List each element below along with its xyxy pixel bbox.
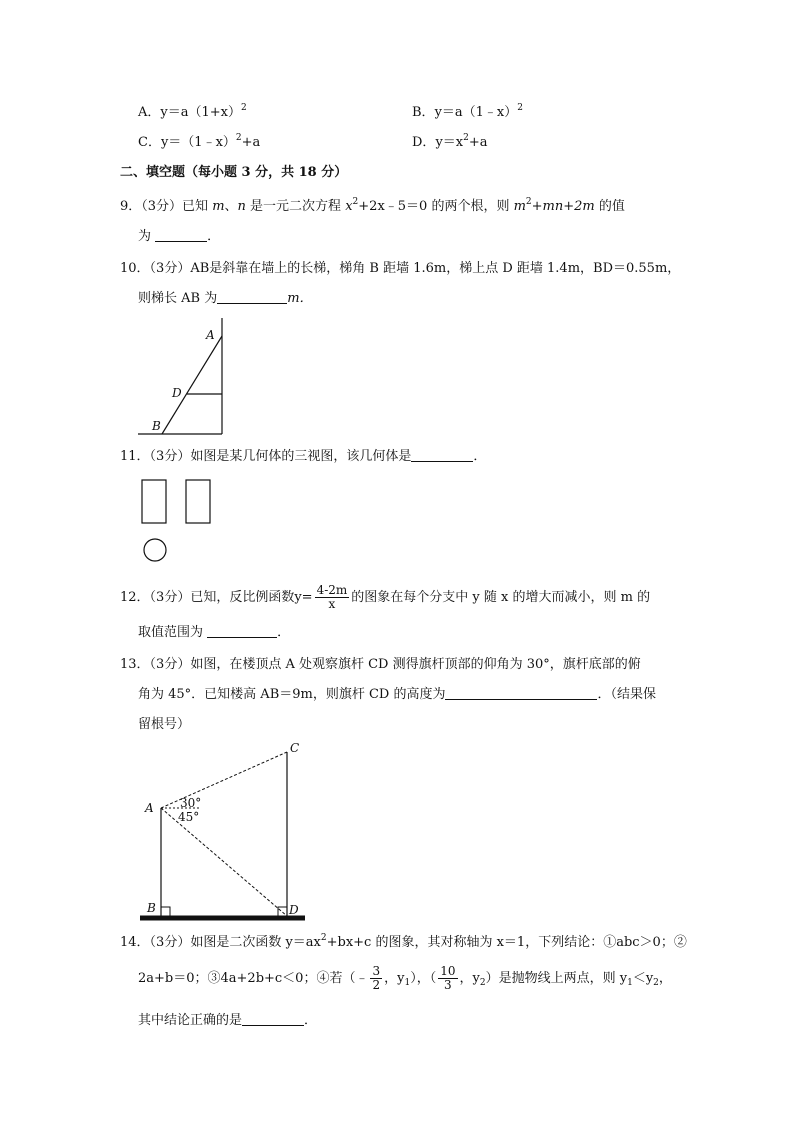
question-10-line1: 10．（3分）AB是斜靠在墙上的长梯，梯角 B 距墙 1.6m，梯上点 D 距墙 1.4m，BD＝0.55m， — [120, 261, 681, 276]
fraction-4-2m-over-x: $\frac{4-2m}{x}$ — [316, 583, 348, 611]
option-d: D．$y=x^2+a$ — [412, 133, 488, 150]
option-b: B．y＝a（1﹣x）$^2$ — [412, 103, 523, 120]
answer-blank-14[interactable] — [242, 1012, 304, 1026]
label-b: B — [147, 901, 156, 915]
option-c: C．y＝（1﹣x）$^2$+a — [138, 133, 261, 150]
question-14-line1: 14．（3分）如图是二次函数 $y=ax^2+bx+c$ 的图象，其对称轴为 x＝1，下列结论：①abc＞0；② — [120, 933, 687, 950]
angle-45-label: 45° — [178, 810, 200, 824]
right-angle-b — [161, 907, 170, 916]
question-9-line2: 为 ． — [138, 229, 221, 244]
question-14-line2: 2a+b＝0；③4a+2b+c＜0；④若（﹣ $\frac{3}{2}$ ，$y_1$），（ $\frac{10}{3}$ ，$y_2$）是抛物线上两点，则 $y_1<y_2$， — [138, 964, 672, 992]
question-12-line1: 12．（3分）已知，反比例函数y= $\frac{4-2m}{x}$ 的图象在每个分支中 y 随 x 的增大而减小，则 m 的 — [120, 583, 651, 611]
fraction-3-over-2: $\frac{3}{2}$ — [372, 964, 381, 992]
right-angle-d — [278, 907, 287, 916]
label-a: A — [206, 328, 215, 342]
question-13-line1: 13．（3分）如图，在楼顶点 A 处观察旗杆 CD 测得旗杆顶部的仰角为 30°，旗杆底部的俯 — [120, 657, 641, 672]
question-11: 11．（3分）如图是某几何体的三视图，该几何体是 ． — [120, 449, 487, 464]
question-9-line1: 9．（3分）已知 m、n 是一元二次方程 $x^2+2x﹣5=0$ 的两个根，则 $m^2+mn+2m$ 的值 — [120, 197, 625, 214]
question-14-line3: 其中结论正确的是 ． — [138, 1013, 318, 1028]
option-a: A．$y=a(1+x)^2$ — [138, 103, 247, 120]
label-a: A — [145, 801, 154, 815]
fraction-10-over-3: $\frac{10}{3}$ — [440, 964, 456, 992]
label-c: C — [290, 741, 300, 755]
label-d: D — [172, 386, 182, 400]
question-13-line2: 角为 45°．已知楼高 AB＝9m，则旗杆 CD 的高度为 ．（结果保 — [138, 687, 656, 702]
label-b: B — [152, 419, 161, 433]
angle-30-label: 30° — [180, 796, 202, 810]
question-13-line3: 留根号） — [138, 717, 191, 732]
label-d: D — [289, 903, 299, 917]
sight-line-bottom — [161, 808, 287, 916]
question-12-line2: 取值范围为 ． — [138, 625, 291, 640]
question-10-line2: 则梯长 AB 为 m． — [138, 291, 313, 306]
section-title: 二、填空题（每小题 3 分，共 18 分） — [120, 165, 348, 180]
